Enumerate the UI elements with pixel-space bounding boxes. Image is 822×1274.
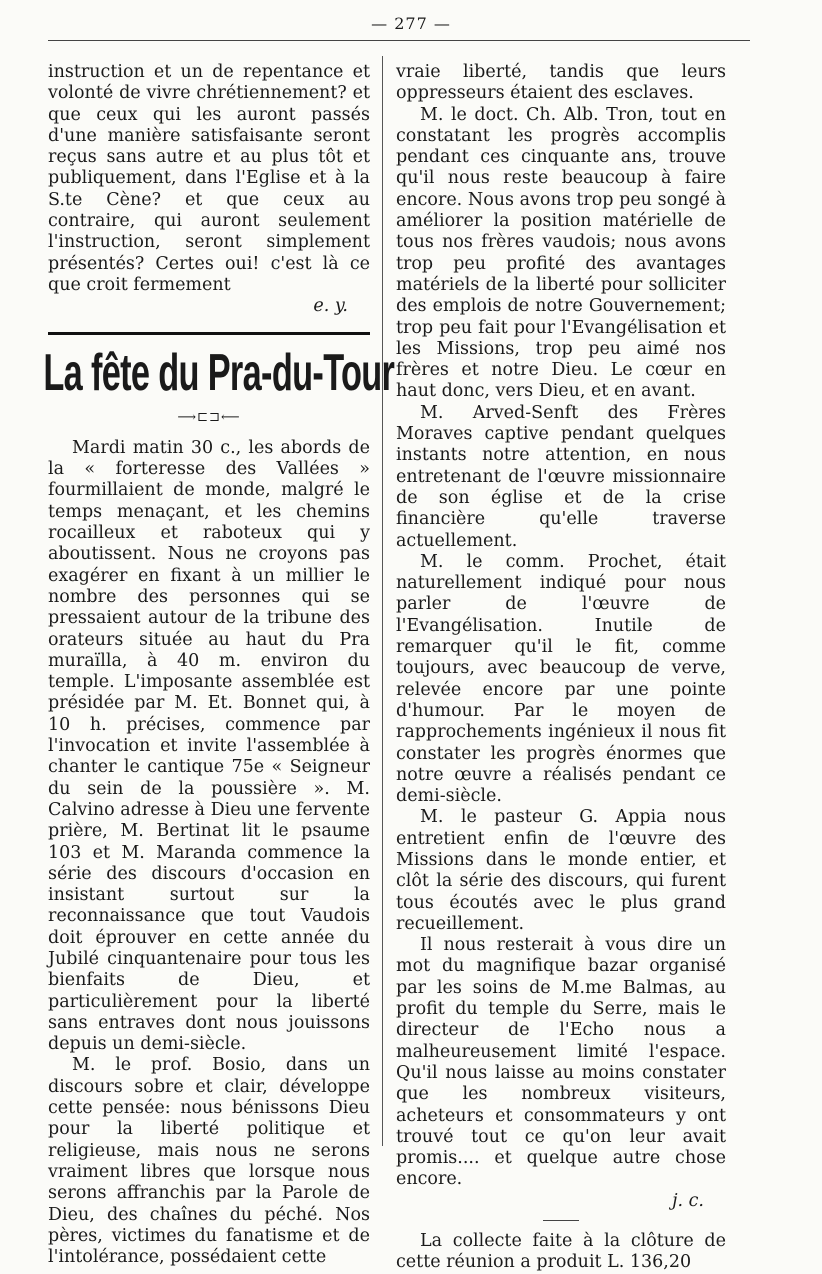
- section-rule: [543, 1220, 579, 1221]
- left-column: [43, 62, 395, 1268]
- header-rule: [48, 40, 750, 41]
- article-signature: j. c.: [672, 1190, 704, 1211]
- intro-paragraph: instruction et un de repentance et volonté de vivre chrétiennement? et que ceux qui les auront passés d'une manière satisfaisante seront reçus sans autre et au plus tôt et publiquement, dans l'Eglise et à la S.te Cène? et que ceux au contraire, qui auront seulement l'instruction, seront simplement présentés? Certes oui! c'est là ce que croit fermement: [48, 62, 370, 295]
- page-number: — 277 —: [371, 14, 451, 33]
- article-title: La fête du Pra-du-Tour: [43, 343, 395, 402]
- right-column: [396, 62, 726, 1274]
- collection-note: La collecte faite à la clôture de cette réunion a produit L. 136,20: [396, 1231, 726, 1273]
- title-rule: [48, 332, 370, 335]
- article-paragraph: M. Arved-Senft des Frères Moraves captive pendant quelques instants notre attention, en nous entretenant de l'œuvre missionnaire de son église et de la crise financière qu'elle traverse actuellement.: [396, 402, 726, 551]
- article-paragraph: M. le doct. Ch. Alb. Tron, tout en constatant les progrès accomplis pendant ces cinquante ans, trouve qu'il nous reste beaucoup à faire encore. Nous avons trop peu songé à améliorer la position matérielle de tous nos frères vaudois; nous avons trop peu profité des avantages matériels de la liberté pour solliciter des emplois de notre Gouvernement; trop peu fait pour l'Evangélisation et les Missions, trop peu aimé nos frères et notre Dieu. Le cœur en haut donc, vers Dieu, et en avant.: [396, 104, 726, 402]
- article-paragraph: Il nous resterait à vous dire un mot du magnifique bazar organisé par les soins de M.me Balmas, au profit du temple du Serre, mais le directeur de l'Echo nous a malheureusement limité l'espace. Qu'il nous laisse au moins constater que les nombreux visiteurs, acheteurs et consommateurs y ont trouvé tout ce qu'on leur avait promis.... et quelque autre chose encore.: [396, 935, 726, 1190]
- column-divider: [382, 56, 383, 1146]
- article-paragraph: vraie liberté, tandis que leurs oppresseurs étaient des esclaves.: [396, 62, 726, 104]
- title-ornament: ⟶⊏⊐⟵: [177, 409, 241, 425]
- article-paragraph: M. le prof. Bosio, dans un discours sobre et clair, développe cette pensée: nous bénissons Dieu pour la liberté politique et religieuse, mais nous ne serons vraiment libres que lorsque nous serons affranchis par la Parole de Dieu, des chaînes du péché. Nos pères, victimes du fanatisme et de l'intolérance, possédaient cette: [48, 1055, 370, 1268]
- article-paragraph: M. le pasteur G. Appia nous entretient enfin de l'œuvre des Missions dans le monde entier, et clôt la série des discours, qui furent tous écoutés avec le plus grand recueillement.: [396, 807, 726, 934]
- article-paragraph: Mardi matin 30 c., les abords de la « forteresse des Vallées » fourmillaient de monde, malgré le temps menaçant, et les chemins rocailleux et raboteux qui y aboutissent. Nous ne croyons pas exagérer en fixant à un millier le nombre des personnes qui se pressaient autour de la tribune des orateurs située au haut du Pra muraïlla, à 40 m. environ du temple. L'imposante assemblée est présidée par M. Et. Bonnet qui, à 10 h. précises, commence par l'invocation et invite l'assemblée à chanter le cantique 75e « Seigneur du sein de la poussière ». M. Calvino adresse à Dieu une fervente prière, M. Bertinat lit le psaume 103 et M. Maranda commence la série des discours d'occasion en insistant surtout sur la reconnaissance que tout Vaudois doit éprouver en cette année du Jubilé cinquantenaire pour tous les bienfaits de Dieu, et particulièrement pour la liberté sans entraves dont nous jouissons depuis un demi-siècle.: [48, 437, 370, 1055]
- article-paragraph: M. le comm. Prochet, était naturellement indiqué pour nous parler de l'œuvre de l'Evangélisation. Inutile de remarquer qu'il le fit, comme toujours, avec beaucoup de verve, relevée encore par une pointe d'humour. Par le moyen de rapprochements ingénieux il nous fit constater les progrès énormes que notre œuvre a réalisés pendant ce demi-siècle.: [396, 551, 726, 807]
- intro-signature: e. y.: [313, 296, 348, 317]
